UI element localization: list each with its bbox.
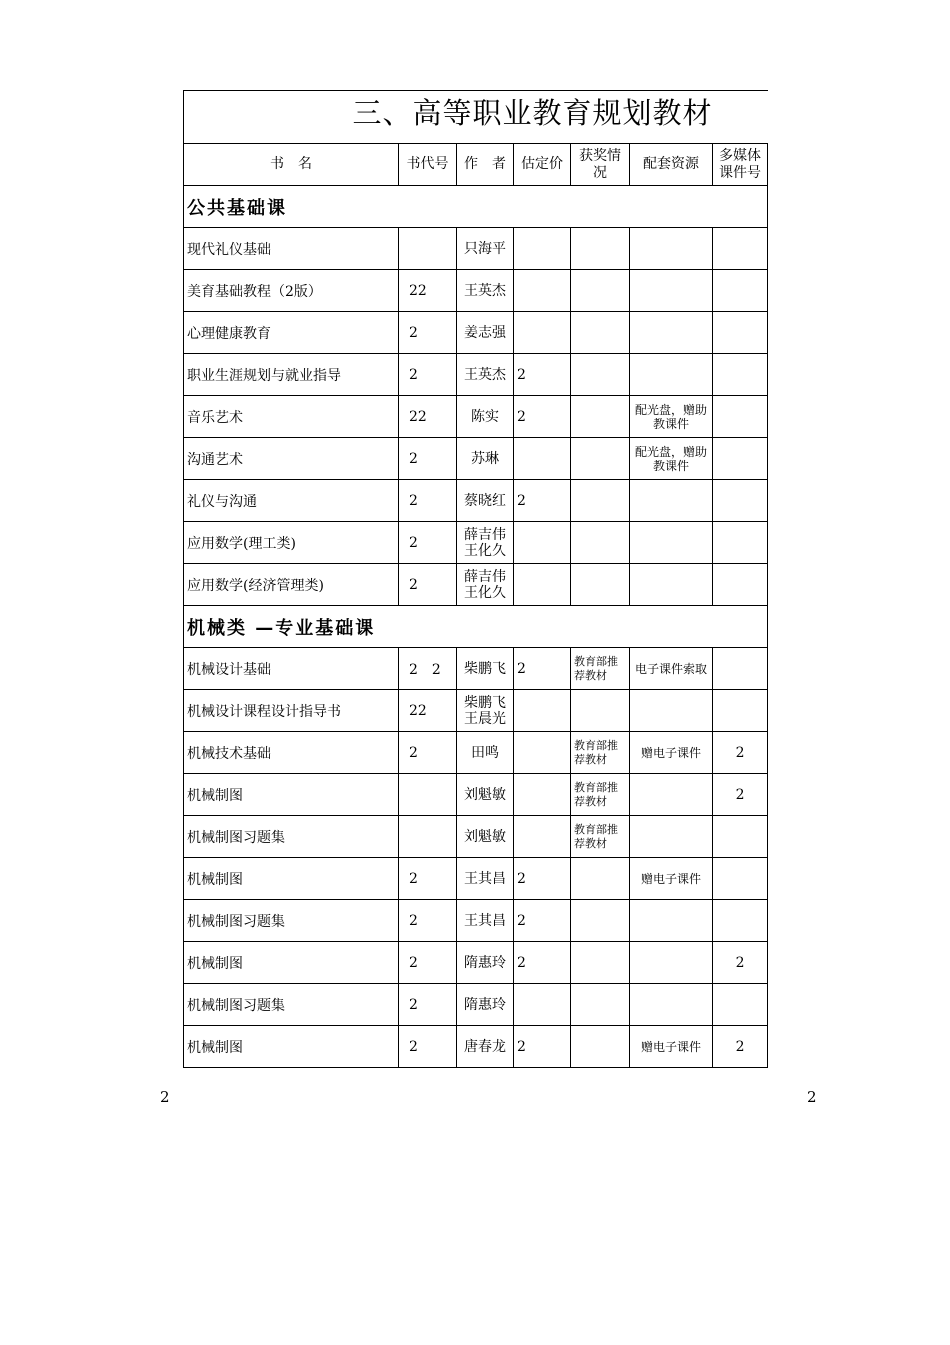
book-price: 2	[514, 354, 571, 396]
book-code: 2	[399, 480, 457, 522]
table-row	[184, 942, 768, 984]
book-award	[571, 438, 630, 480]
book-title: 沟通艺术	[184, 438, 399, 480]
book-code: 22	[399, 270, 457, 312]
table-row	[184, 522, 768, 564]
book-resources	[630, 354, 713, 396]
book-multimedia	[713, 900, 768, 942]
book-multimedia	[713, 858, 768, 900]
header-title: 书 名	[184, 144, 399, 186]
book-author: 薛吉伟 王化久	[457, 522, 514, 564]
book-title: 机械制图习题集	[184, 816, 399, 858]
book-price	[514, 774, 571, 816]
book-author: 刘魁敏	[457, 816, 514, 858]
book-code: 2	[399, 858, 457, 900]
page-number-right: 2	[807, 1088, 817, 1106]
book-award: 教育部推荐教材	[571, 648, 630, 690]
book-price	[514, 228, 571, 270]
table-row	[184, 984, 768, 1026]
book-code: 2	[399, 732, 457, 774]
header-code: 书代号	[399, 144, 457, 186]
book-title: 机械制图	[184, 1026, 399, 1068]
book-multimedia	[713, 312, 768, 354]
book-author: 隋惠玲	[457, 942, 514, 984]
book-price: 2	[514, 942, 571, 984]
book-resources	[630, 690, 713, 732]
book-title: 机械设计课程设计指导书	[184, 690, 399, 732]
book-author: 只海平	[457, 228, 514, 270]
book-code: 2	[399, 1026, 457, 1068]
book-award	[571, 900, 630, 942]
header-resources: 配套资源	[630, 144, 713, 186]
book-title: 机械制图	[184, 774, 399, 816]
book-award	[571, 228, 630, 270]
textbook-table	[183, 90, 768, 1068]
book-title: 美育基础教程（2版）	[184, 270, 399, 312]
table-row	[184, 690, 768, 732]
book-award	[571, 354, 630, 396]
book-code: 22	[399, 690, 457, 732]
table-row	[184, 858, 768, 900]
book-code: 2	[399, 354, 457, 396]
book-award	[571, 984, 630, 1026]
book-author: 蔡晓红	[457, 480, 514, 522]
book-award	[571, 312, 630, 354]
table-row	[184, 816, 768, 858]
book-resources: 赠电子课件	[630, 1026, 713, 1068]
book-award	[571, 270, 630, 312]
page-title: 三、高等职业教育规划教材	[184, 91, 768, 144]
book-price	[514, 270, 571, 312]
book-title: 音乐艺术	[184, 396, 399, 438]
book-resources	[630, 942, 713, 984]
book-title: 职业生涯规划与就业指导	[184, 354, 399, 396]
header-row	[184, 144, 768, 186]
book-award	[571, 564, 630, 606]
title-row	[184, 91, 768, 144]
book-title: 机械技术基础	[184, 732, 399, 774]
book-author: 王英杰	[457, 354, 514, 396]
book-code: 2	[399, 522, 457, 564]
book-title: 应用数学(理工类)	[184, 522, 399, 564]
book-title: 心理健康教育	[184, 312, 399, 354]
book-multimedia: 2	[713, 942, 768, 984]
book-code: 2 2	[399, 648, 457, 690]
book-price: 2	[514, 396, 571, 438]
book-code: 2	[399, 900, 457, 942]
book-multimedia	[713, 438, 768, 480]
book-author: 柴鹏飞 王晨光	[457, 690, 514, 732]
book-code	[399, 774, 457, 816]
book-author: 王其昌	[457, 858, 514, 900]
book-author: 王英杰	[457, 270, 514, 312]
table-row	[184, 438, 768, 480]
table-row	[184, 900, 768, 942]
book-multimedia	[713, 396, 768, 438]
book-resources	[630, 774, 713, 816]
book-resources	[630, 522, 713, 564]
book-award: 教育部推荐教材	[571, 732, 630, 774]
book-award	[571, 480, 630, 522]
book-price	[514, 984, 571, 1026]
book-resources: 电子课件索取	[630, 648, 713, 690]
table-row	[184, 774, 768, 816]
section-heading: 公共基础课	[184, 186, 768, 228]
book-multimedia	[713, 690, 768, 732]
book-price	[514, 438, 571, 480]
book-price	[514, 816, 571, 858]
book-award	[571, 522, 630, 564]
book-code: 2	[399, 564, 457, 606]
book-code	[399, 816, 457, 858]
book-author: 刘魁敏	[457, 774, 514, 816]
book-award	[571, 858, 630, 900]
table-row	[184, 732, 768, 774]
book-multimedia	[713, 522, 768, 564]
header-award: 获奖情况	[571, 144, 630, 186]
table-row	[184, 354, 768, 396]
book-award	[571, 396, 630, 438]
book-resources: 配光盘，赠助教课件	[630, 438, 713, 480]
book-code: 2	[399, 312, 457, 354]
book-price	[514, 564, 571, 606]
book-resources	[630, 900, 713, 942]
table-row	[184, 648, 768, 690]
book-code: 2	[399, 438, 457, 480]
table-row	[184, 564, 768, 606]
book-price: 2	[514, 648, 571, 690]
book-author: 苏琳	[457, 438, 514, 480]
book-title: 机械制图	[184, 858, 399, 900]
book-resources	[630, 270, 713, 312]
table-row	[184, 312, 768, 354]
header-price: 估定价	[514, 144, 571, 186]
book-title: 机械设计基础	[184, 648, 399, 690]
table-row	[184, 480, 768, 522]
book-multimedia	[713, 564, 768, 606]
book-author: 薛吉伟 王化久	[457, 564, 514, 606]
book-multimedia	[713, 648, 768, 690]
book-resources	[630, 480, 713, 522]
book-resources: 配光盘，赠助教课件	[630, 396, 713, 438]
book-author: 陈实	[457, 396, 514, 438]
book-award	[571, 690, 630, 732]
book-multimedia	[713, 816, 768, 858]
table-row	[184, 228, 768, 270]
book-title: 现代礼仪基础	[184, 228, 399, 270]
book-resources	[630, 312, 713, 354]
book-price	[514, 732, 571, 774]
book-price	[514, 522, 571, 564]
section-heading: 机械类 —专业基础课	[184, 606, 768, 648]
book-author: 王其昌	[457, 900, 514, 942]
book-author: 柴鹏飞	[457, 648, 514, 690]
book-award: 教育部推荐教材	[571, 774, 630, 816]
book-multimedia	[713, 480, 768, 522]
table-row	[184, 270, 768, 312]
book-multimedia: 2	[713, 1026, 768, 1068]
book-award	[571, 942, 630, 984]
book-resources	[630, 984, 713, 1026]
page-number-left: 2	[160, 1088, 170, 1106]
book-title: 应用数学(经济管理类)	[184, 564, 399, 606]
book-multimedia	[713, 984, 768, 1026]
book-multimedia	[713, 354, 768, 396]
book-resources: 赠电子课件	[630, 732, 713, 774]
book-title: 机械制图习题集	[184, 900, 399, 942]
book-resources: 赠电子课件	[630, 858, 713, 900]
book-multimedia	[713, 270, 768, 312]
book-price: 2	[514, 1026, 571, 1068]
book-author: 隋惠玲	[457, 984, 514, 1026]
book-title: 礼仪与沟通	[184, 480, 399, 522]
header-author: 作 者	[457, 144, 514, 186]
book-award	[571, 1026, 630, 1068]
book-author: 姜志强	[457, 312, 514, 354]
book-code: 22	[399, 396, 457, 438]
book-title: 机械制图习题集	[184, 984, 399, 1026]
book-resources	[630, 816, 713, 858]
section-row	[184, 606, 768, 648]
table-row	[184, 1026, 768, 1068]
book-multimedia	[713, 228, 768, 270]
book-resources	[630, 564, 713, 606]
book-multimedia: 2	[713, 732, 768, 774]
book-author: 田鸣	[457, 732, 514, 774]
book-resources	[630, 228, 713, 270]
section-row	[184, 186, 768, 228]
book-multimedia: 2	[713, 774, 768, 816]
book-title: 机械制图	[184, 942, 399, 984]
book-price: 2	[514, 480, 571, 522]
book-code: 2	[399, 984, 457, 1026]
book-price: 2	[514, 900, 571, 942]
book-author: 唐春龙	[457, 1026, 514, 1068]
book-code: 2	[399, 942, 457, 984]
book-price	[514, 690, 571, 732]
header-multimedia: 多媒体课件号	[713, 144, 768, 186]
table-row	[184, 396, 768, 438]
book-code	[399, 228, 457, 270]
book-price: 2	[514, 858, 571, 900]
book-price	[514, 312, 571, 354]
book-award: 教育部推荐教材	[571, 816, 630, 858]
